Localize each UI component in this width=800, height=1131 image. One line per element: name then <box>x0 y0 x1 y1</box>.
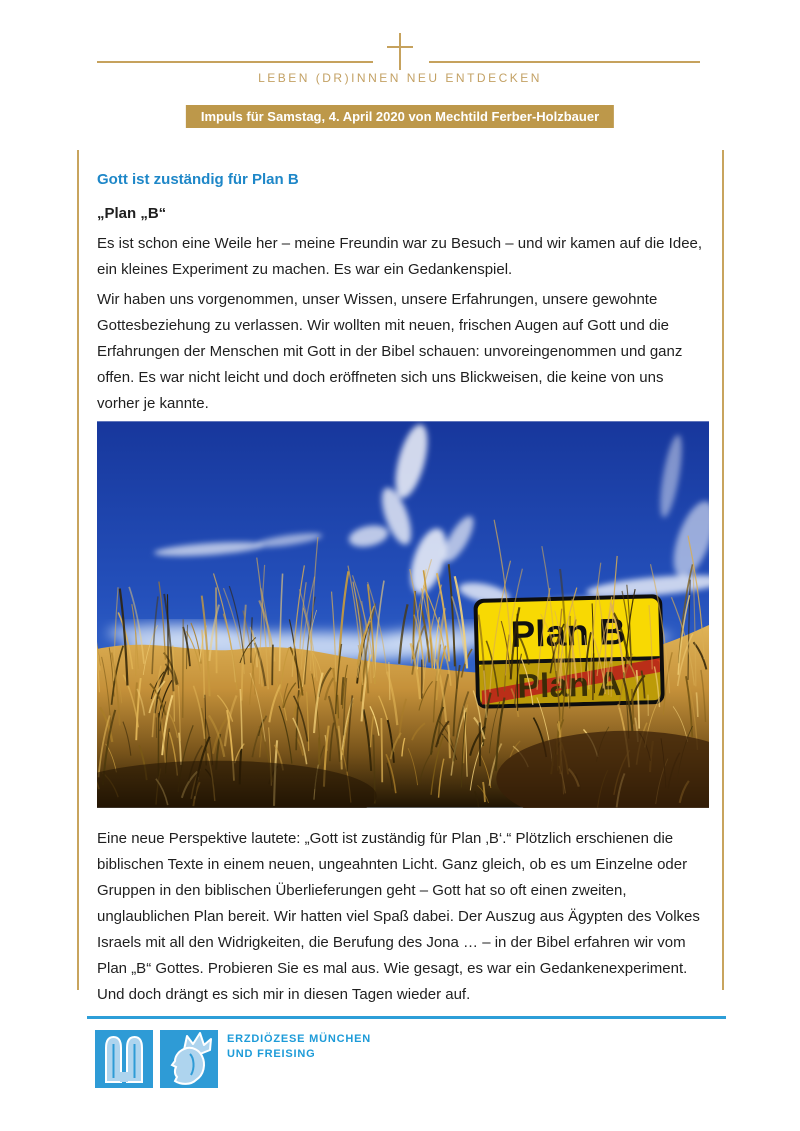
erzdioezese-logo[interactable] <box>95 1030 218 1088</box>
org-name-line2: UND FREISING <box>227 1048 316 1060</box>
plan-b-photo <box>97 421 709 808</box>
article-frame <box>77 150 724 1003</box>
paragraph: Es ist schon eine Weile her – meine Freundin war zu Besuch – und wir kamen auf die Idee, ein kleines Experiment zu machen. Es war ein Gedankenspiel. <box>97 235 703 278</box>
sign-bottom-label: Plan A <box>516 665 623 706</box>
frauenkirche-logo-icon <box>95 1030 153 1088</box>
paragraph: Eine neue Perspektive lautete: „Gott ist zuständig für Plan ‚B‘.“ Plötzlich erschienen die biblischen Texte in einem neuen, ungeahnten Licht. Ganz gleich, ob es um Einzelne oder Gruppen in den biblischen Überlieferungen geht – Gott hat so oft einen zweiten, unglaublichen Plan bereit. Wir hatten viel Spaß dabei. Der Auszug aus Ägypten des Volkes Israels mit all den Widrigkeiten, die Berufung des Jona … – in der Bibel erfahren wir vom Plan „B“ Gottes. Probieren Sie es mal aus. Wie gesagt, es war ein Gedankenexperiment. Und doch drängt es sich mir in diesen Tagen wieder auf. <box>97 830 700 1003</box>
org-name <box>227 1032 371 1062</box>
moor-head-logo-icon <box>160 1030 218 1088</box>
org-name-line1: ERZDIÖZESE MÜNCHEN <box>227 1033 371 1045</box>
header-divider-right <box>429 61 700 63</box>
sign-top-label: Plan B <box>510 610 627 655</box>
article-subheading: „Plan „B“ <box>97 205 167 222</box>
impuls-banner: Impuls für Samstag, 4. April 2020 von Mechtild Ferber-Holzbauer <box>186 105 614 128</box>
site-title: LEBEN (DR)INNEN NEU ENTDECKEN <box>258 71 542 85</box>
article-heading: Gott ist zuständig für Plan B <box>97 171 299 188</box>
header-divider-left <box>97 61 373 63</box>
footer-divider <box>87 1016 726 1019</box>
paragraph: Wir haben uns vorgenommen, unser Wissen, unsere Erfahrungen, unsere gewohnte Gottesbeziehung zu verlassen. Wir wollten mit neuen, frischen Augen auf Gott und die Erfahrungen der Menschen mit Gott in der Bibel schauen: unvoreingenommen und ganz offen. Es war nicht leicht und doch eröffneten sich uns Blickweisen, die keine von uns vorher je kannte. <box>97 291 683 412</box>
